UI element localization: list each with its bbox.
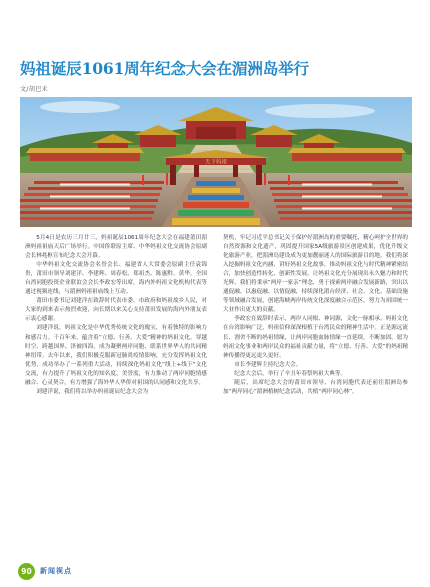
article-paragraph: 莆田市委书记刘建洋在致辞时代表市委、市政府和妈祖故乡人民，对大家的到来表示热烈欢迎，向长期以来关心支持莆田发展的海内外朋友表示衷心感谢。 — [25, 298, 207, 323]
article-paragraph: 刘建洋说，妈祖文化是中华优秀传统文化的瑰宝，有着独特的影响力和感召力。千百年来，蕴含着“立德、行善、大爱”精神的妈祖文化，穿越时空、跨越国界、泽被四海，成为凝聚两岸同胞、联系世界华人的共同精神纽带。去年以来，我们积极克服新冠肺炎疫情影响，充分发挥妈祖文化优势，成功举办了一系列重大活动，持续深化妈祖文化“线上+线下”文化交流，有力提升了妈祖文化的知名度、美誉度，有力推动了两岸同胞情感融合、心灵契合，有力增强了海外华人华侨对祖国的认同感和文化共享。 — [25, 325, 207, 386]
arch-lettering: 天下妈祖 — [204, 159, 228, 166]
article-column-right — [223, 234, 408, 556]
article-paragraph: 刘建洋说，我们将以举办妈祖诞辰纪念大会为 — [36, 388, 149, 395]
section-label: 新闻视点 — [40, 567, 72, 575]
article-paragraph: 中华妈祖文化交流协会名誉会长、福建省人大常委会原副主任袁锦贵，莆田市领导刘建洋、李建辉、周春松、郑祖杰、陈惠黔、黄华，全国台湾同胞投资企业联谊会会长李政宏等出席。海内外妈祖文化机构代表等通过视频连线，与湄洲妈祖祖庙线上互动。 — [25, 262, 207, 296]
article-paragraph: 纪念大会后，举行了辛丑年春祭妈祖大典等。 — [234, 370, 347, 377]
article-column-left — [25, 234, 207, 556]
ceremony-photo-graphic — [20, 97, 412, 227]
page-number: 90 — [18, 563, 35, 580]
ceremony-photo — [20, 97, 412, 227]
article-paragraph: 李政宏在致辞时表示，两岸人同根、神同源，文化一脉相承。妈祖文化在台湾影响广泛，妈祖信仰深深根植于台湾民众的精神生活中。正是源远流长、割舍不断的妈祖情缘，让两岸同胞血脉情缘一直延续，不断加固。愿为妈祖文化事业和两岸民众的福祉贡献力量，将“立德、行善、大爱”的妈祖精神传播得更远更久更好。 — [223, 316, 408, 359]
article-paragraph: 随后，出席纪念大会的莆田市领导、台湾同胞代表还前往湄洲岛参加“两岸同心”湄洲植树纪念活动，共植“两岸同心林”。 — [223, 379, 408, 395]
article-byline: 文/胡巴禾 — [20, 86, 49, 93]
article-title: 妈祖诞辰1061周年纪念大会在湄洲岛举行 — [20, 59, 309, 78]
article-paragraph: 5月4日是农历三月廿三，妈祖诞辰1061周年纪念大会在福建莆田湄洲妈祖祖庙天后广场举行。中国侨联原主席、中华妈祖文化交流协会原副会长林兆枢宣布纪念大会开幕。 — [25, 235, 207, 260]
article-paragraph: 市长李建辉主持纪念大会。 — [234, 361, 302, 368]
article-paragraph: 契机，牢记习近平总书记关于保护好湄洲岛的重要嘱托，精心呵护全世界的自然资源和文化遗产，巩固提升国家5A级旅游景区创建成果，优化升级文化旅游产业，把湄洲岛建设成为更加靓丽迷人的国际旅游目的地。我们将深入挖掘妈祖文化内涵，讲好妈祖文化故事，推动妈祖文化与时代精神紧密结合，加快创造性转化、创新性发展，让妈祖文化充分展现出永久魅力和时代光辉。我们将秉承“两岸一家亲”理念，勇于探索两岸融合发展新路，突出以通促融、以惠促融、以情促融，持续深化湄台经济、社会、文化、基础设施等领域融合发展，创建海峡两岸传统文化深度融合示范区，努力为祖国统一大业作出更大的贡献。 — [223, 235, 408, 314]
